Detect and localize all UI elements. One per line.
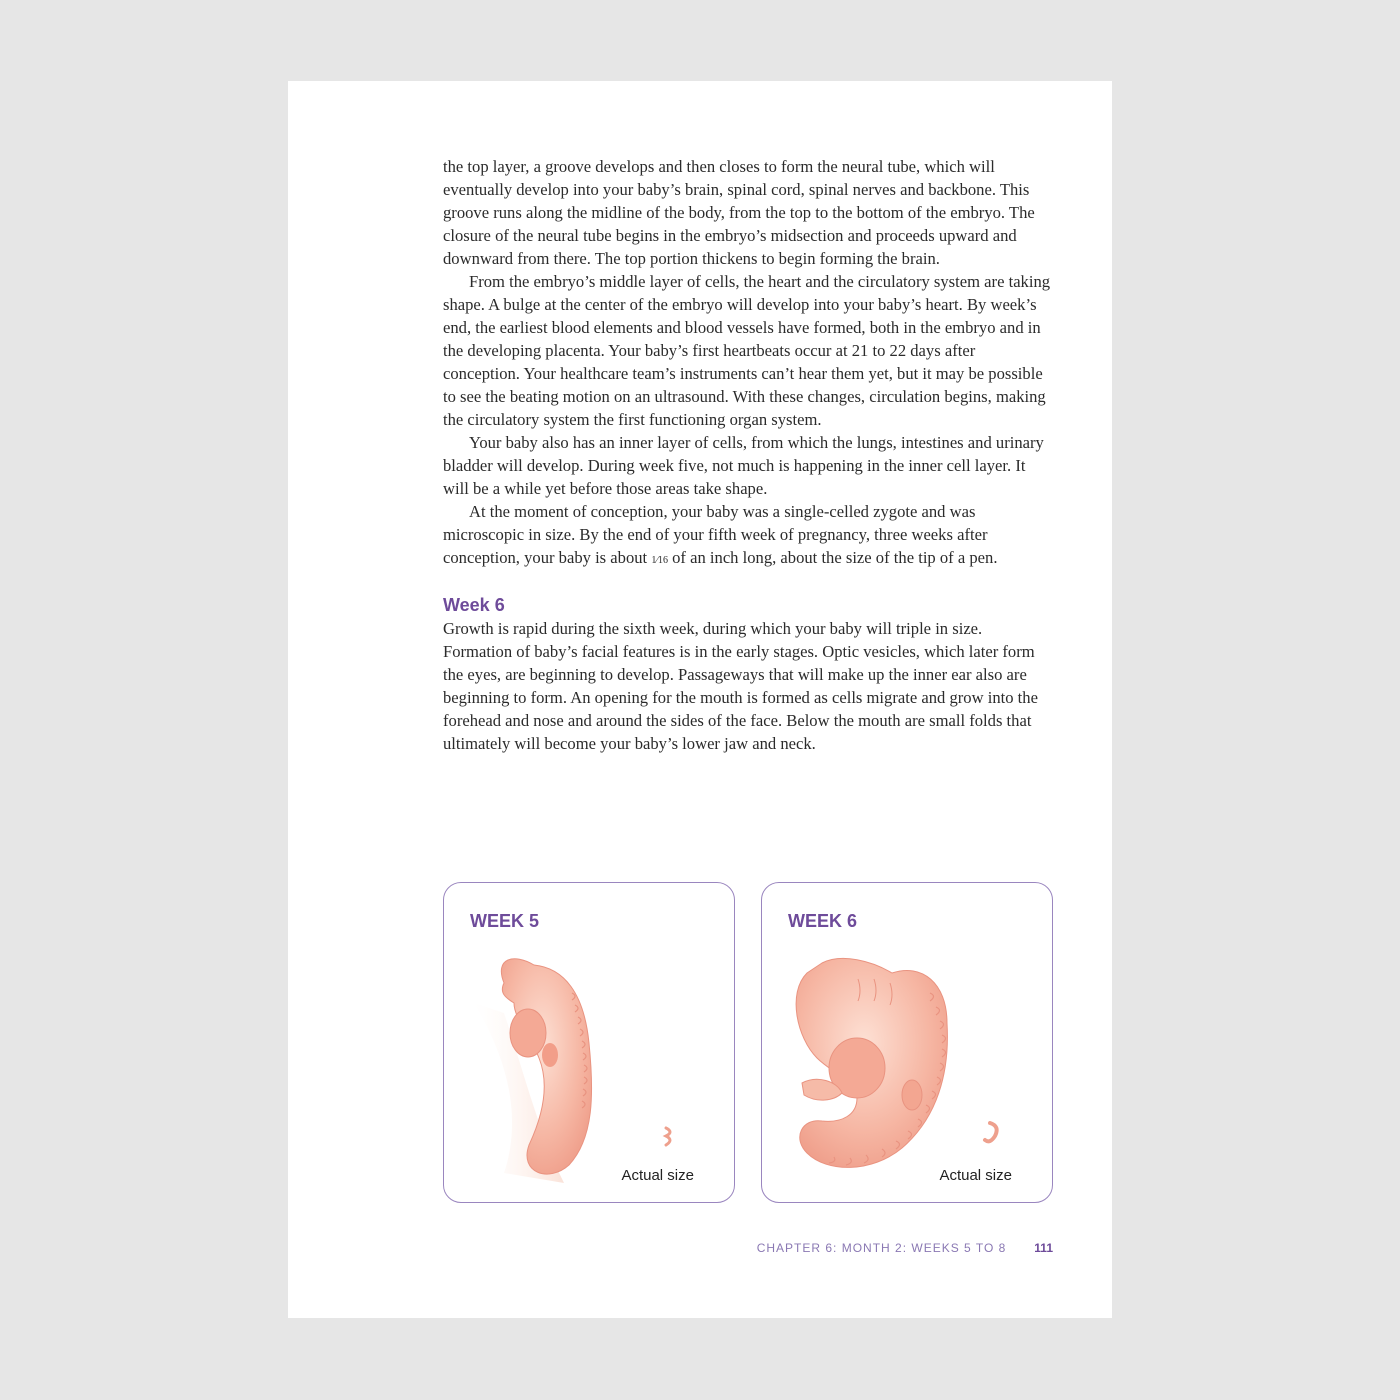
paragraph-inner-layer: Your baby also has an inner layer of cells, from which the lungs, intestines and urinary bladder will develop. During week five, not much is happening in the inner cell layer. It will be a while yet before those areas take shape. [443, 433, 1044, 498]
figure-week-5-title: WEEK 5 [470, 911, 540, 931]
week-6-heading: Week 6 [443, 595, 505, 615]
figure-week-6 [761, 882, 1053, 1203]
figure-week-5-caption: Actual size [621, 1167, 694, 1184]
page-number: 111 [1034, 1241, 1053, 1255]
chapter-running-head: CHAPTER 6: MONTH 2: WEEKS 5 TO 8 [756, 1241, 1007, 1255]
book-page [288, 81, 1112, 1318]
size-text-start: At the moment of conception, your baby was a single-celled zygote and was microscopic in size. By the end of your fifth week of pregnancy, three weeks after conception, your baby is about [443, 502, 988, 567]
paragraph-week-6: Growth is rapid during the sixth week, during which your baby will triple in size. Formation of baby’s facial features is in the early stages. Optic vesicles, which later form the eyes, are beginning to develop. Passageways that will make up the inner ear also are beginning to form. An opening for the mouth is formed as cells migrate and grow into the forehead and nose and around the sides of the face. Below the mouth are small folds that ultimately will become your baby’s lower jaw and neck. [443, 619, 1038, 753]
body-text [443, 155, 1055, 755]
week-6-actual-size-mark [985, 1123, 997, 1141]
paragraph-neural-tube: the top layer, a groove develops and then closes to form the neural tube, which will eventually develop into your baby’s brain, spinal cord, spinal nerves and backbone. This groove runs along the midline of the body, from the top to the bottom of the embryo. The closure of the neural tube begins in the embryo’s midsection and proceeds upward and downward from there. The top portion thickens to begin forming the brain. [443, 157, 1035, 268]
paragraph-heart: From the embryo’s middle layer of cells, the heart and the circulatory system are taking shape. A bulge at the center of the embryo will develop into your baby’s heart. By week’s end, the earliest blood elements and blood vessels have formed, both in the embryo and in the developing placenta. Your baby’s first heartbeats occur at 21 to 22 days after conception. Your healthcare team’s instruments can’t hear them yet, but it may be possible to see the beating motion on an ultrasound. With these changes, circulation begins, making the circulatory system the first functioning organ system. [443, 272, 1051, 429]
size-text-end: of an inch long, about the size of the tip of a pen. [667, 548, 998, 567]
figure-week-6-caption: Actual size [939, 1167, 1012, 1184]
week-5-actual-size-mark [666, 1128, 670, 1145]
figure-week-5 [443, 882, 735, 1203]
figure-week-6-title: WEEK 6 [788, 911, 858, 931]
paragraph-size [443, 500, 1055, 572]
fraction: 1⁄16 [651, 555, 668, 566]
page-footer [757, 1241, 1053, 1255]
